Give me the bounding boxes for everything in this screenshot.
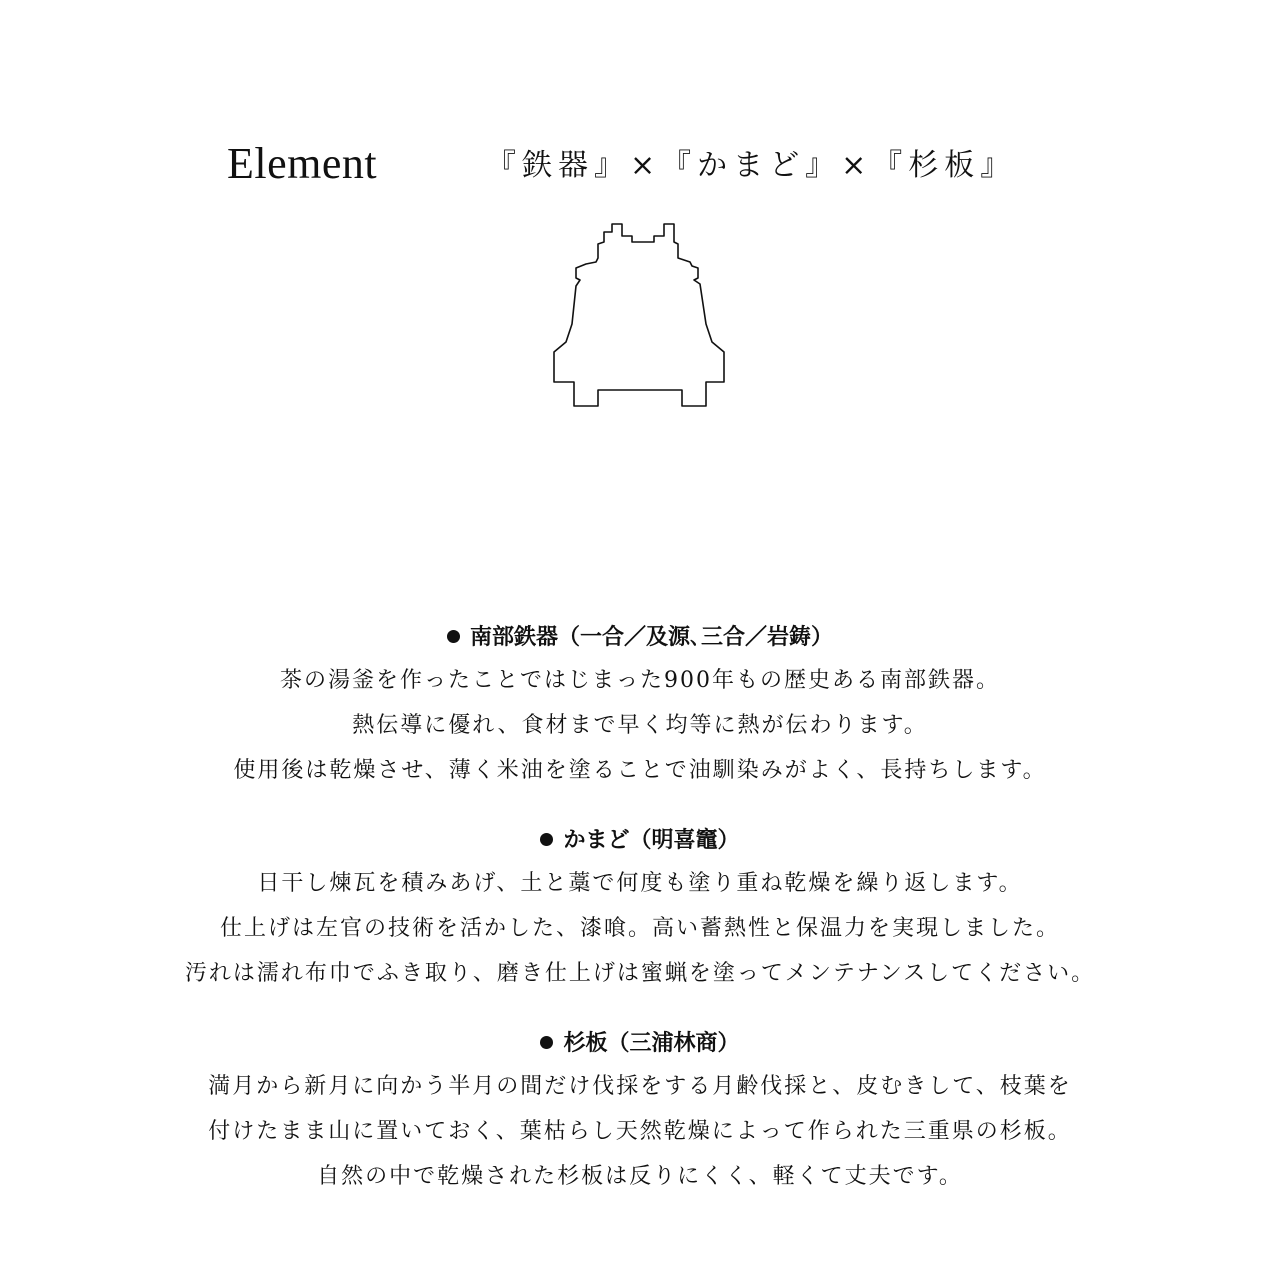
- kamado-icon: [548, 214, 728, 414]
- section-text-line: 茶の湯釜を作ったことではじまった900年もの歴史ある南部鉄器。: [280, 668, 1000, 693]
- section-text-line: 熱伝導に優れ、食材まで早く均等に熱が伝わります。: [352, 713, 928, 738]
- bullet-icon: [540, 833, 553, 846]
- element-sections: [0, 618, 1280, 1199]
- section-text-line: 仕上げは左官の技術を活かした、漆喰。高い蓄熱性と保温力を実現しました。: [219, 916, 1060, 941]
- page-subtitle: 『鉄器』×『かまど』×『杉板』: [486, 148, 1017, 183]
- section-heading-label: 杉板（三浦林商）: [563, 1031, 740, 1056]
- section-heading: [0, 821, 1280, 861]
- section-text-line: 使用後は乾燥させ、薄く米油を塗ることで油馴染みがよく、長持ちします。: [233, 758, 1047, 783]
- section-heading: [0, 1024, 1280, 1064]
- bullet-icon: [540, 1036, 553, 1049]
- section-text-line: 満月から新月に向かう半月の間だけ伐採をする月齢伐採と、皮むきして、枝葉を: [208, 1074, 1072, 1099]
- bullet-icon: [447, 630, 460, 643]
- section-text-line: 汚れは濡れ布巾でふき取り、磨き仕上げは蜜蝋を塗ってメンテナンスしてください。: [184, 961, 1096, 986]
- page-title: Element: [227, 139, 378, 188]
- section-text-line: 自然の中で乾燥された杉板は反りにくく、軽くて丈夫です。: [317, 1164, 963, 1189]
- section-heading: [0, 618, 1280, 658]
- section-heading-label: かまど（明喜竈）: [563, 828, 740, 853]
- header: [0, 138, 1280, 198]
- section-nambu-tekki: [0, 618, 1280, 793]
- section-sugi-ita: [0, 1024, 1280, 1199]
- section-heading-label: 南部鉄器（一合／及源､三合／岩鋳）: [469, 625, 833, 650]
- section-kamado: [0, 821, 1280, 996]
- section-text-line: 日干し煉瓦を積みあげ、土と藁で何度も塗り重ね乾燥を繰り返します。: [257, 871, 1023, 896]
- section-text-line: 付けたまま山に置いておく、葉枯らし天然乾燥によって作られた三重県の杉板。: [208, 1119, 1072, 1144]
